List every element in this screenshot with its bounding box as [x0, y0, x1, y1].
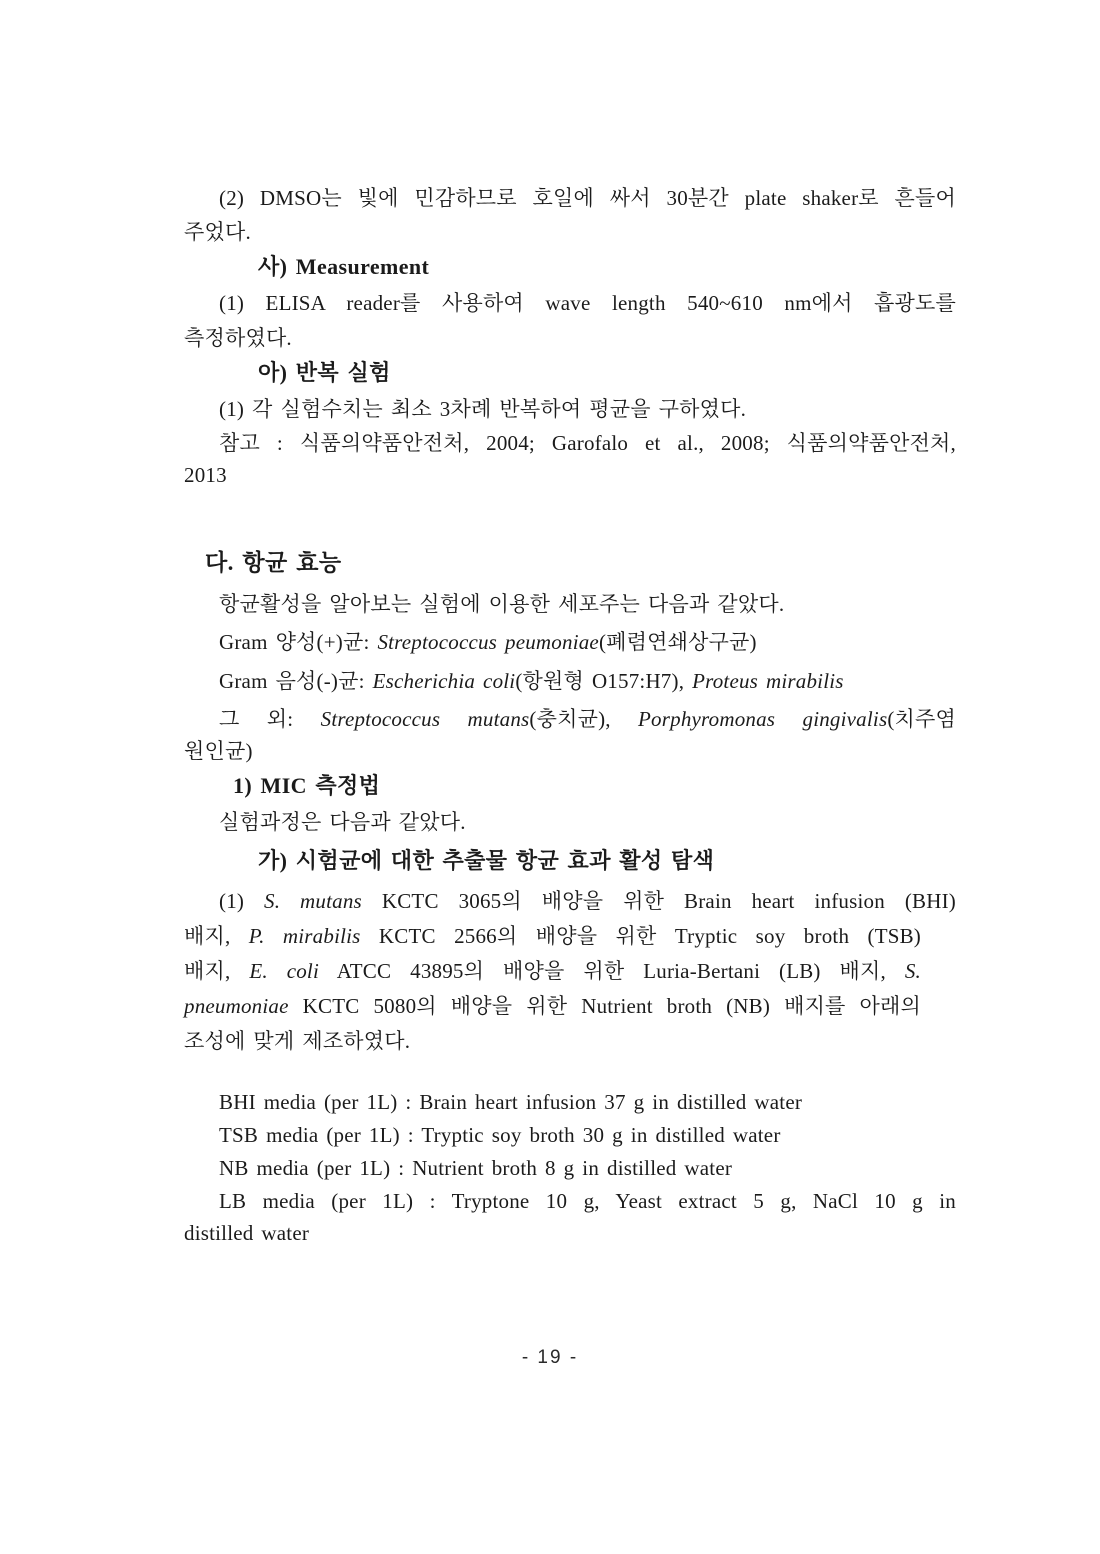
para-dmso-line2	[184, 219, 921, 246]
para-reference-line2	[184, 462, 921, 489]
para-culture-line1	[184, 888, 956, 915]
line-etc-line2	[184, 738, 921, 765]
line-tsb-media	[184, 1122, 956, 1149]
line-bhi-media	[184, 1089, 956, 1116]
text-segment: 배지,	[184, 959, 250, 983]
species-name: Escherichia coli	[372, 669, 516, 693]
text-segment: 실험과정은 다음과 같았다.	[219, 810, 466, 834]
text-segment: 그 외:	[219, 707, 321, 731]
heading-da-antibacterial	[184, 549, 942, 576]
line-lb-media-line1	[184, 1188, 956, 1215]
line-lb-media-line2	[184, 1220, 921, 1247]
text-segment: 1) MIC 측정법	[233, 773, 381, 798]
text-segment: KCTC 2566의 배양을 위한 Tryptic soy broth (TSB)	[360, 924, 921, 948]
line-nb-media	[184, 1155, 956, 1182]
para-reference-line1	[184, 430, 956, 457]
page-number: - 19 -	[521, 1347, 579, 1368]
text-segment: (충치균),	[529, 707, 639, 731]
text-segment: Gram 음성(-)균:	[219, 669, 373, 693]
text-segment: Gram 양성(+)균:	[219, 630, 378, 654]
heading-ga-screening	[184, 847, 995, 874]
heading-a-repeat	[184, 359, 995, 386]
para-culture-line5	[184, 1028, 921, 1055]
para-culture-line3	[184, 958, 921, 985]
para-process	[184, 809, 956, 836]
text-segment: KCTC 5080의 배양을 위한 Nutrient broth (NB) 배지를 아래의	[288, 994, 921, 1018]
text-segment: (1) 각 실험수치는 최소 3차례 반복하여 평균을 구하였다.	[219, 397, 747, 421]
species-name: pneumoniae	[184, 994, 289, 1018]
species-name: S.	[904, 959, 922, 983]
text-segment: NB media (per 1L) : Nutrient broth 8 g in distilled water	[219, 1156, 733, 1180]
text-segment: LB media (per 1L) : Tryptone 10 g, Yeast extract 5 g, NaCl 10 g in	[219, 1189, 956, 1213]
species-name: S. mutans	[264, 889, 362, 913]
text-segment: KCTC 3065의 배양을 위한 Brain heart infusion (BHI)	[361, 889, 956, 913]
text-segment: 배지,	[184, 924, 249, 948]
para-culture-line2	[184, 923, 921, 950]
text-segment: 아) 반복 실험	[258, 360, 391, 385]
text-segment: BHI media (per 1L) : Brain heart infusion 37 g in distilled water	[219, 1090, 803, 1114]
species-name: Proteus mirabilis	[692, 669, 844, 693]
text-segment: (치주염	[887, 707, 956, 731]
heading-mic-method	[184, 772, 970, 799]
text-segment: (항원형 O157:H7),	[515, 669, 693, 693]
text-segment: 가) 시험균에 대한 추출물 항균 효과 활성 탐색	[258, 848, 715, 873]
text-segment: ATCC 43895의 배양을 위한 Luria-Bertani (LB) 배지,	[319, 959, 905, 983]
text-segment: 주었다.	[184, 220, 251, 244]
text-segment: 다. 항균 효능	[205, 550, 342, 575]
text-segment: (2) DMSO는 빛에 민감하므로 호일에 싸서 30분간 plate shaker로 흔들어	[219, 186, 956, 210]
text-segment: 항균활성을 알아보는 실험에 이용한 세포주는 다음과 같았다.	[219, 592, 785, 616]
para-culture-line4	[184, 993, 921, 1020]
line-etc-line1	[184, 706, 956, 733]
text-segment: (1) ELISA reader를 사용하여 wave length 540~610 nm에서 흡광도를	[219, 291, 956, 315]
text-segment: 사) Measurement	[258, 254, 430, 279]
text-segment: (폐렴연쇄상구균)	[598, 630, 757, 654]
text-segment: 측정하였다.	[184, 326, 292, 350]
heading-sa-measurement	[184, 253, 995, 280]
species-name: Streptococcus peumoniae	[377, 630, 599, 654]
text-segment: 참고 : 식품의약품안전처, 2004; Garofalo et al., 2008; 식품의약품안전처,	[219, 431, 956, 455]
line-gram-negative	[184, 668, 956, 695]
para-elisa-line1	[184, 290, 956, 317]
para-dmso-line1	[184, 185, 956, 212]
text-segment: (1)	[219, 889, 264, 913]
species-name: E. coli	[249, 959, 319, 983]
text-segment: 원인균)	[184, 739, 253, 763]
text-segment: distilled water	[184, 1221, 310, 1245]
species-name: Porphyromonas gingivalis	[638, 707, 888, 731]
text-segment: 조성에 맞게 제조하였다.	[184, 1029, 411, 1053]
species-name: Streptococcus mutans	[320, 707, 530, 731]
para-intro-cells	[184, 591, 956, 618]
para-repeat-line1	[184, 396, 956, 423]
species-name: P. mirabilis	[248, 924, 361, 948]
text-segment: TSB media (per 1L) : Tryptic soy broth 30 g in distilled water	[219, 1123, 781, 1147]
text-segment: 2013	[184, 463, 227, 487]
line-gram-positive	[184, 629, 956, 656]
para-elisa-line2	[184, 325, 921, 352]
